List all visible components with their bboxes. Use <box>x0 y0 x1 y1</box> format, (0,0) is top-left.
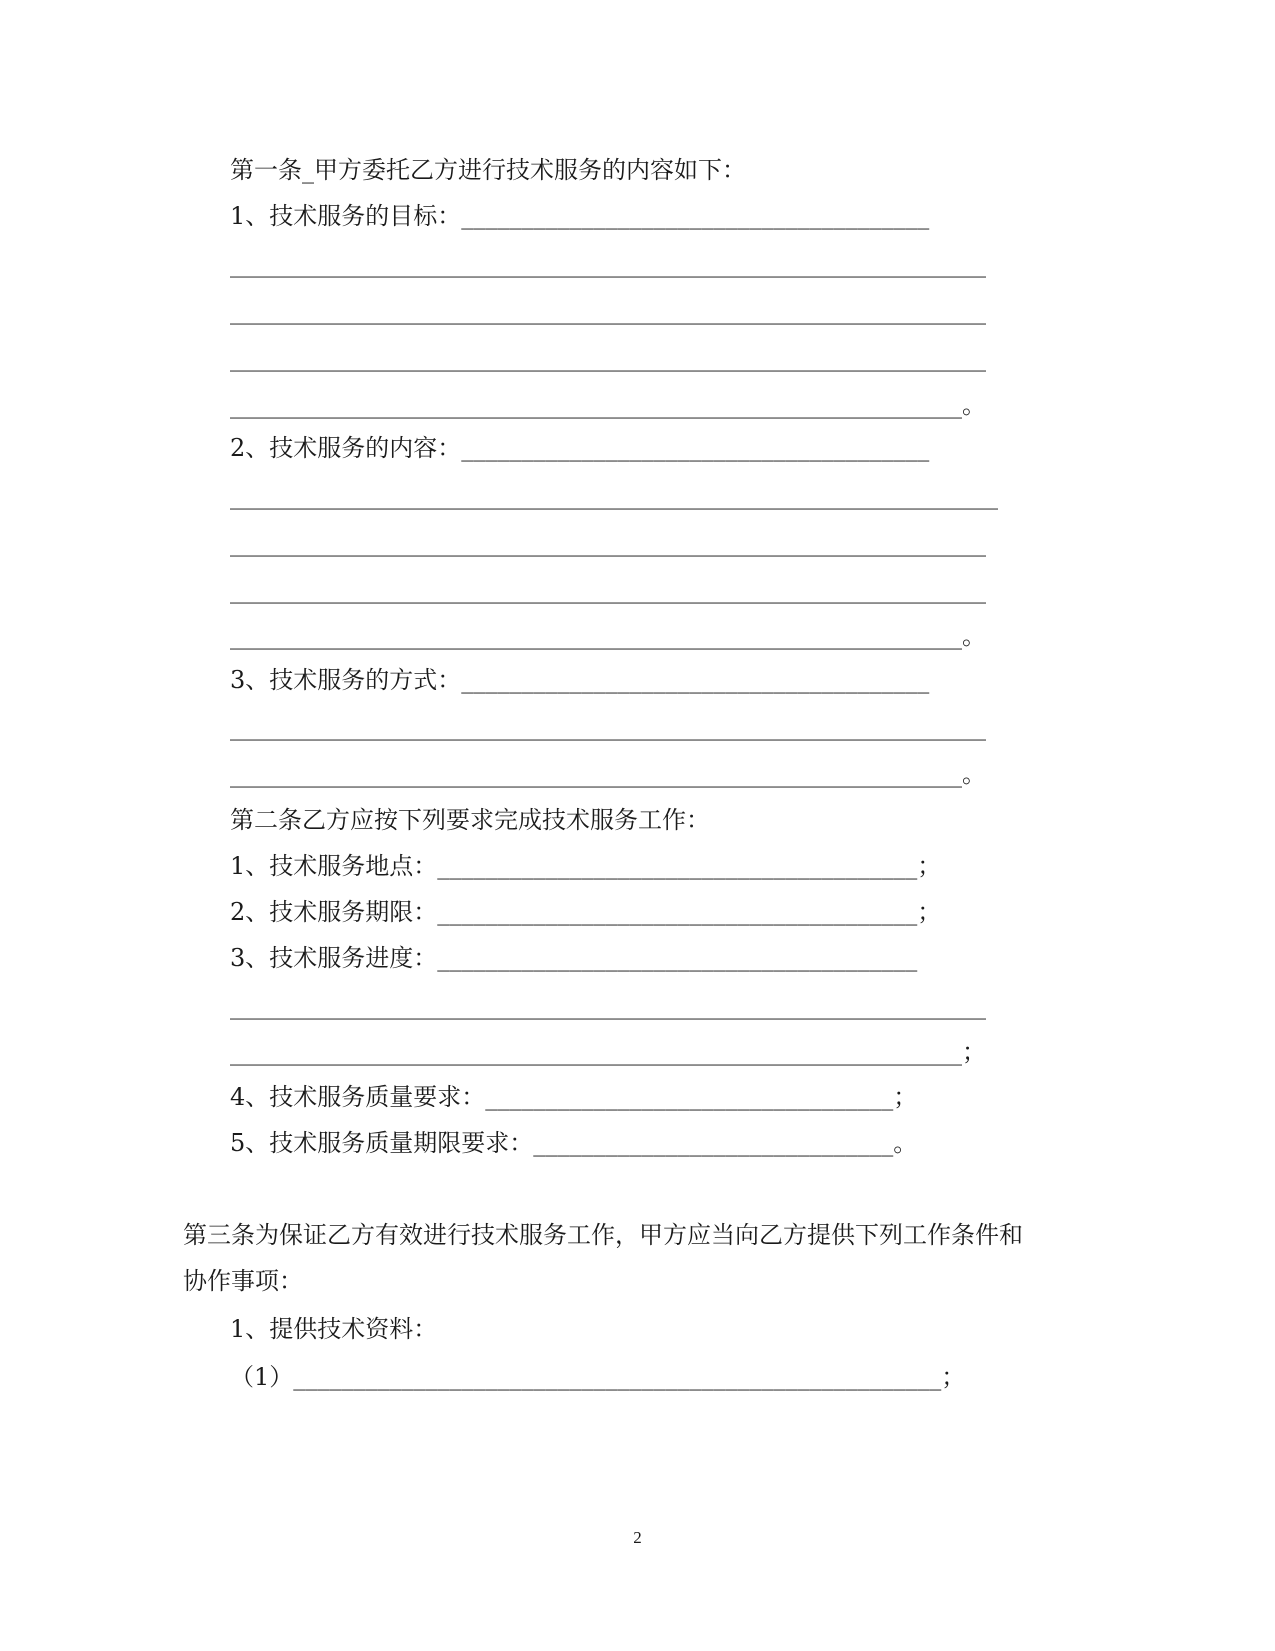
article1-item3-label: 3、技术服务的方式：_______________________________________ <box>230 666 930 694</box>
article2-item2: 2、技术服务期限：________________________________________； <box>230 898 942 926</box>
article2-item3-label: 3、技术服务进度：________________________________________ <box>230 944 918 972</box>
article1-item2-blank-line: ________________________________________________________________ <box>230 482 998 510</box>
article2-item5: 5、技术服务质量期限要求：______________________________。 <box>230 1129 918 1157</box>
article1-item1-blank-line: _______________________________________________________________ <box>230 297 986 325</box>
article2-heading: 第二条乙方应按下列要求完成技术服务工作： <box>230 806 710 834</box>
article1-item1-blank-line: _______________________________________________________________ <box>230 250 986 278</box>
article2-item4: 4、技术服务质量要求：__________________________________； <box>230 1083 918 1111</box>
article2-item1: 1、技术服务地点：________________________________________； <box>230 852 942 880</box>
article1-item2-blank-line: _______________________________________________________________ <box>230 576 986 604</box>
article2-item3-blank-line: _______________________________________________________________ <box>230 992 986 1020</box>
article1-item1-blank-line: _____________________________________________________________。 <box>230 391 986 419</box>
article1-item2-label: 2、技术服务的内容：_______________________________________ <box>230 434 930 462</box>
article3-sub1: （1）______________________________________________________； <box>230 1363 966 1391</box>
article1-item3-blank-line: _____________________________________________________________。 <box>230 760 986 788</box>
article1-heading: 第一条_甲方委托乙方进行技术服务的内容如下： <box>230 156 746 184</box>
article1-item2-blank-line: _____________________________________________________________。 <box>230 622 986 650</box>
article3-heading: 第三条为保证乙方有效进行技术服务工作，甲方应当向乙方提供下列工作条件和 <box>183 1221 1023 1249</box>
article3-item1-label: 1、提供技术资料： <box>230 1315 438 1343</box>
article3-heading-continuation: 协作事项： <box>183 1267 303 1295</box>
article1-item2-blank-line: _______________________________________________________________ <box>230 529 986 557</box>
article1-item3-blank-line: _______________________________________________________________ <box>230 713 986 741</box>
page-number: 2 <box>633 1528 642 1547</box>
article1-item1-label: 1、技术服务的目标：_______________________________________ <box>230 202 930 230</box>
article2-item3-blank-line: _____________________________________________________________； <box>230 1038 986 1066</box>
article1-item1-blank-line: _______________________________________________________________ <box>230 344 986 372</box>
